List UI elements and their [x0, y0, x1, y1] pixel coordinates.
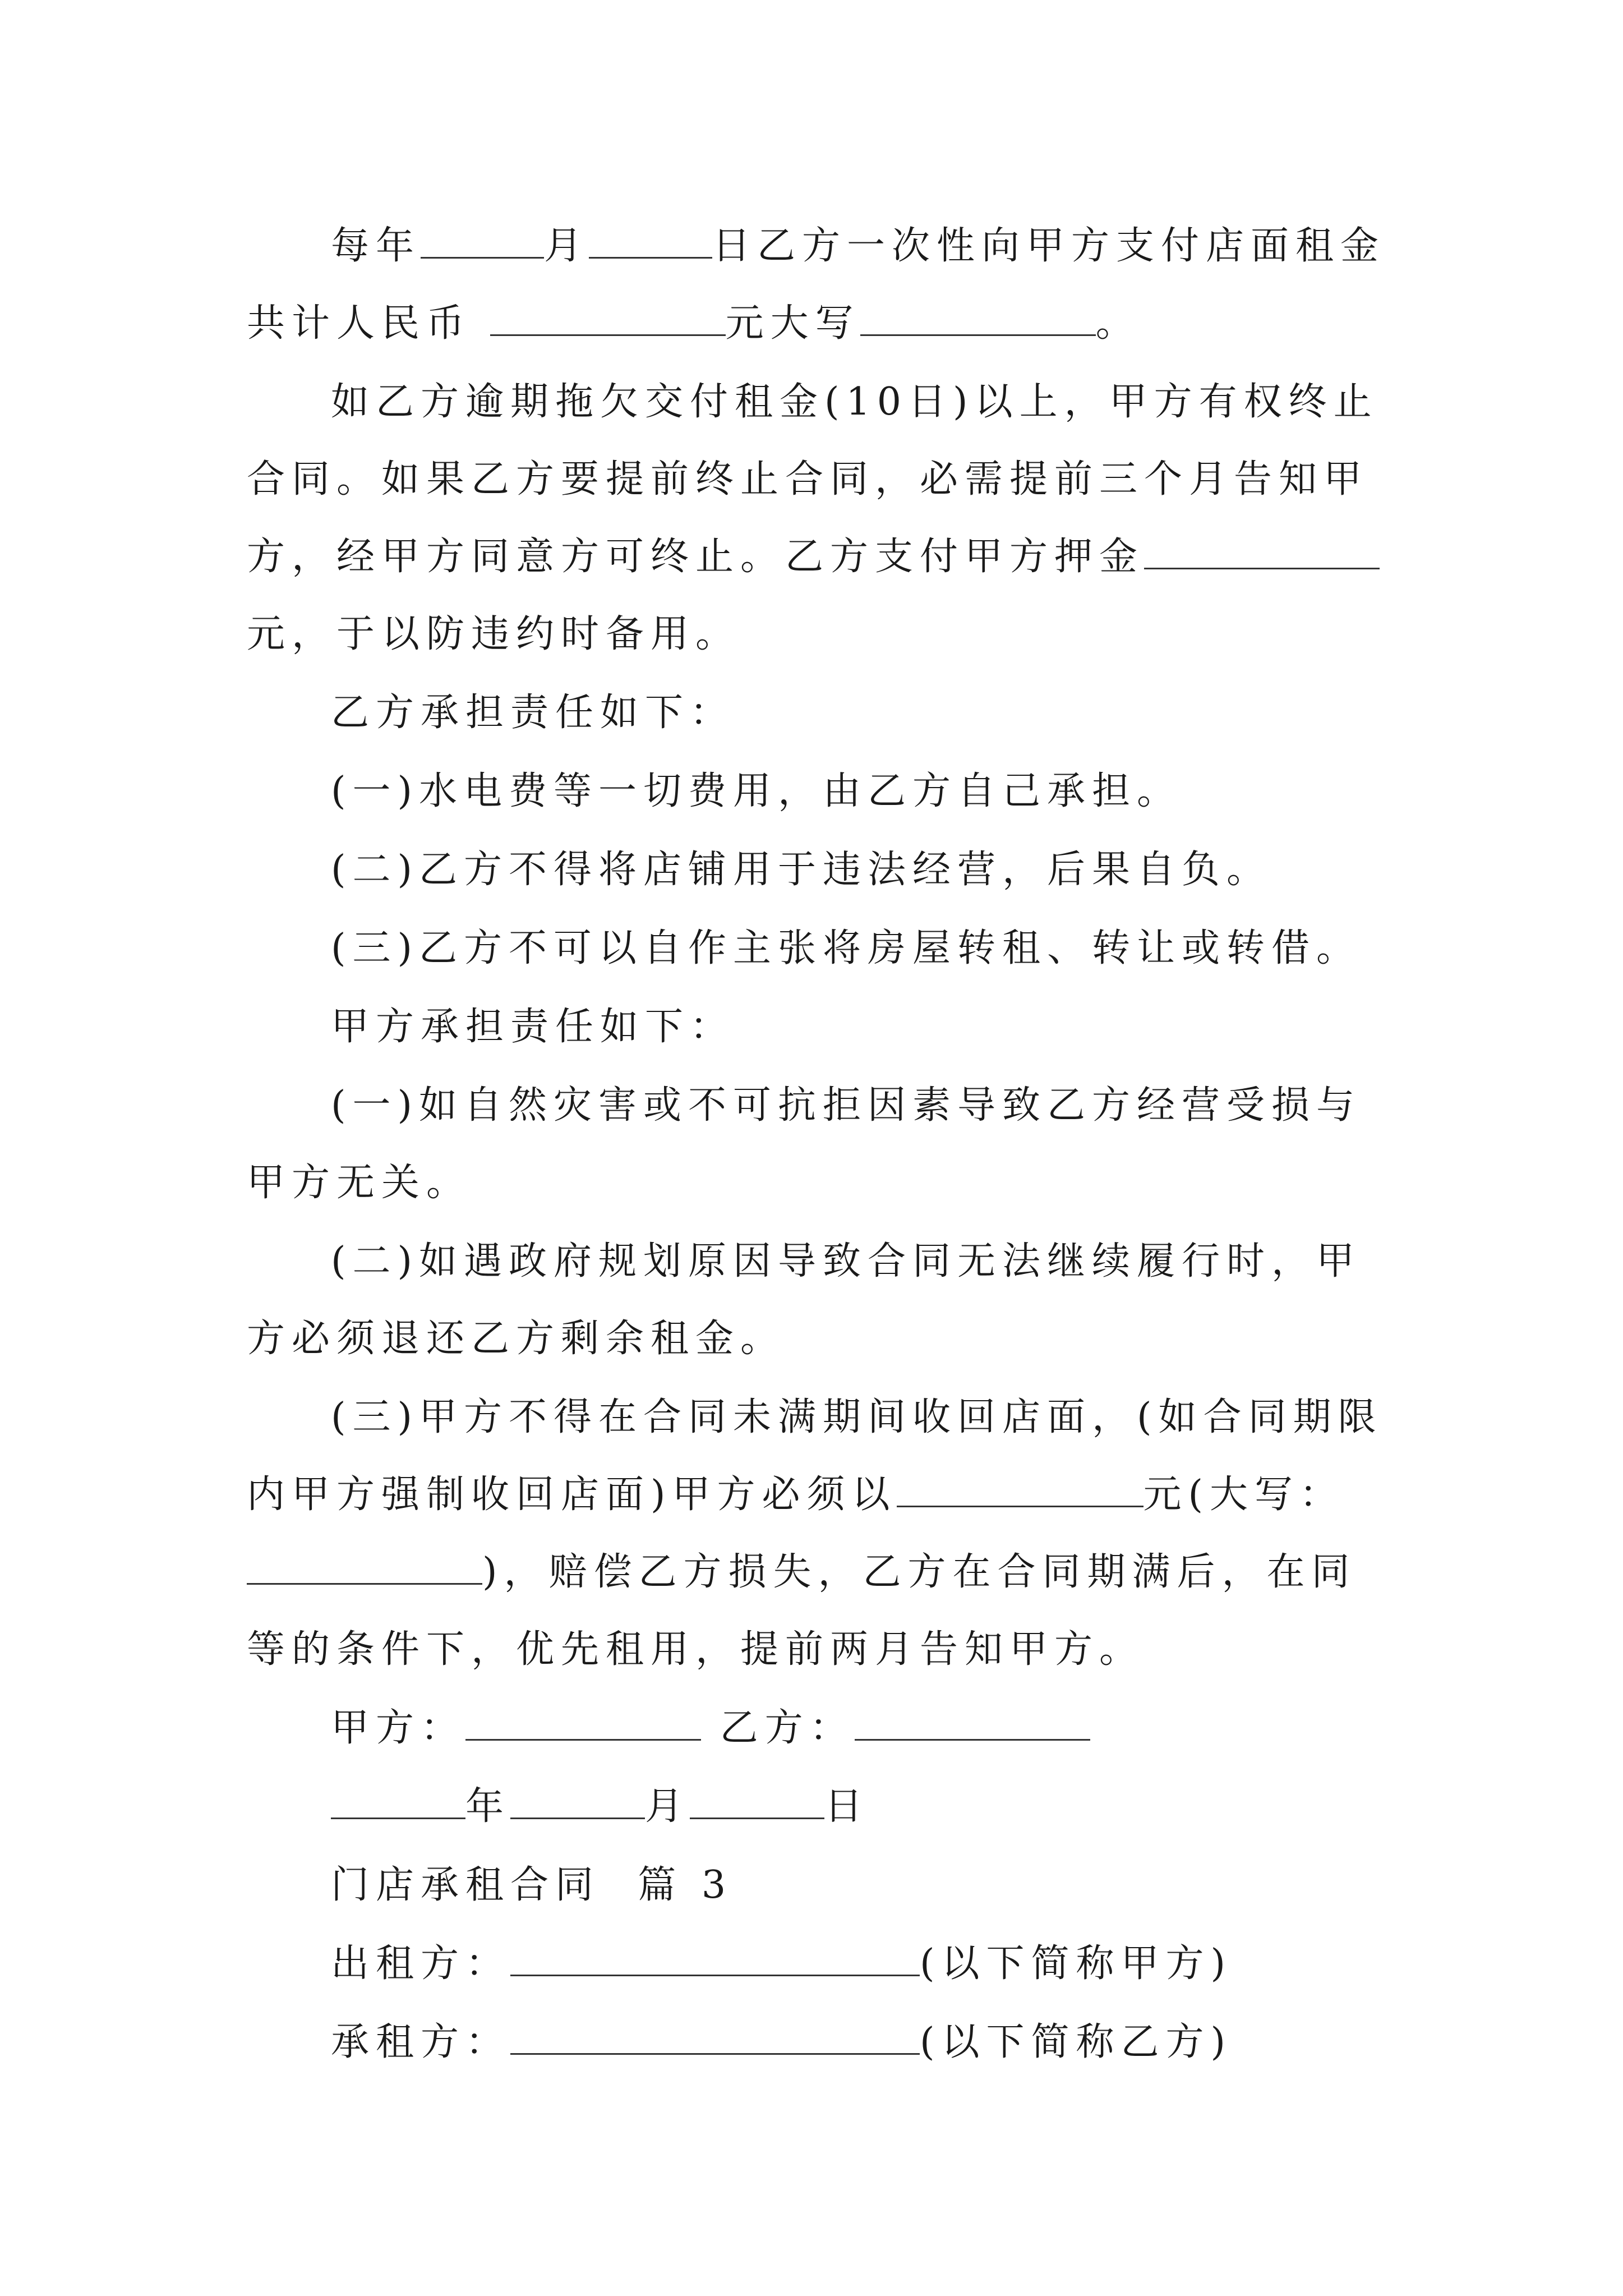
blank-line — [690, 1817, 824, 1819]
blank-line — [860, 334, 1096, 336]
text: 元，于以防违约时备用。 — [247, 612, 741, 656]
text: (三)甲方不得在合同未满期间收回店面，(如合同期限内甲方强制收回店面)甲方必须以 — [247, 1395, 1383, 1517]
date-line — [247, 1768, 1391, 1846]
blank-line — [897, 1505, 1144, 1507]
text: 。 — [1095, 301, 1141, 346]
blank-line — [510, 2053, 920, 2055]
party-b-duty-2: (二)乙方不得将店铺用于违法经营，后果自负。 — [331, 848, 1272, 892]
blank-line — [421, 256, 544, 259]
payment-paragraph — [247, 208, 1391, 362]
blank-line — [510, 1974, 920, 1976]
section-title: 门店承租合同 篇 3 — [331, 1863, 733, 1907]
blank-line — [465, 1738, 701, 1741]
party-a-duty-1: (一)如自然灾害或不可抗拒因素导致乙方经营受损与甲方无关。 — [247, 1083, 1362, 1205]
text: 日 — [824, 1784, 870, 1829]
party-b-duties-heading: 乙方承担责任如下： — [331, 691, 735, 735]
party-a-duty-2: (二)如遇政府规划原因导致合同无法继续履行时，甲方必须退还乙方剩余租金。 — [247, 1239, 1362, 1361]
text: 元(大写： — [1143, 1473, 1345, 1517]
text: 年 — [465, 1784, 511, 1829]
lessee-line — [247, 2004, 1391, 2081]
signature-line — [247, 1690, 1391, 1767]
lessee-label: 承租方： — [331, 2020, 511, 2064]
party-b-duty-1: (一)水电费等一切费用，由乙方自己承担。 — [331, 769, 1182, 813]
blank-line — [331, 1817, 465, 1819]
overdue-paragraph — [247, 364, 1391, 673]
text: 月 — [544, 224, 589, 268]
lessor-line — [247, 1925, 1391, 2003]
party-a-duties-heading: 甲方承担责任如下： — [331, 1005, 735, 1049]
text: )，赔偿乙方损失，乙方在合同期满后，在同等的条件下，优先租用，提前两月告知甲方。 — [247, 1550, 1357, 1672]
blank-line — [855, 1738, 1090, 1741]
blank-line — [1144, 567, 1380, 569]
text: 日乙方一次性向甲方支付店面租金 — [712, 224, 1386, 268]
text: 如乙方逾期拖欠交付租金(10日)以上，甲方有权终止合同。如果乙方要提前终止合同，必需提前三个月告知甲方，经甲方同意方可终止。乙方支付甲方押金 — [247, 380, 1378, 579]
party-a-label: 甲方： — [331, 1706, 466, 1750]
party-b-label: 乙方： — [720, 1706, 855, 1750]
text: (以下简称甲方) — [920, 1941, 1233, 1986]
text: 月 — [645, 1784, 690, 1829]
blank-line — [589, 256, 712, 259]
lessor-label: 出租方： — [331, 1941, 511, 1986]
party-b-duty-3: (三)乙方不可以自作主张将房屋转租、转让或转借。 — [331, 926, 1362, 970]
text: 共计人民币 — [247, 301, 472, 346]
blank-line — [247, 1582, 482, 1585]
party-a-duty-3 — [247, 1379, 1391, 1688]
blank-line — [490, 334, 726, 336]
blank-line — [510, 1817, 645, 1819]
text: 元大写 — [725, 301, 860, 346]
text: 每年 — [331, 224, 421, 268]
text: (以下简称乙方) — [920, 2020, 1233, 2064]
contract-body — [247, 208, 1391, 2081]
